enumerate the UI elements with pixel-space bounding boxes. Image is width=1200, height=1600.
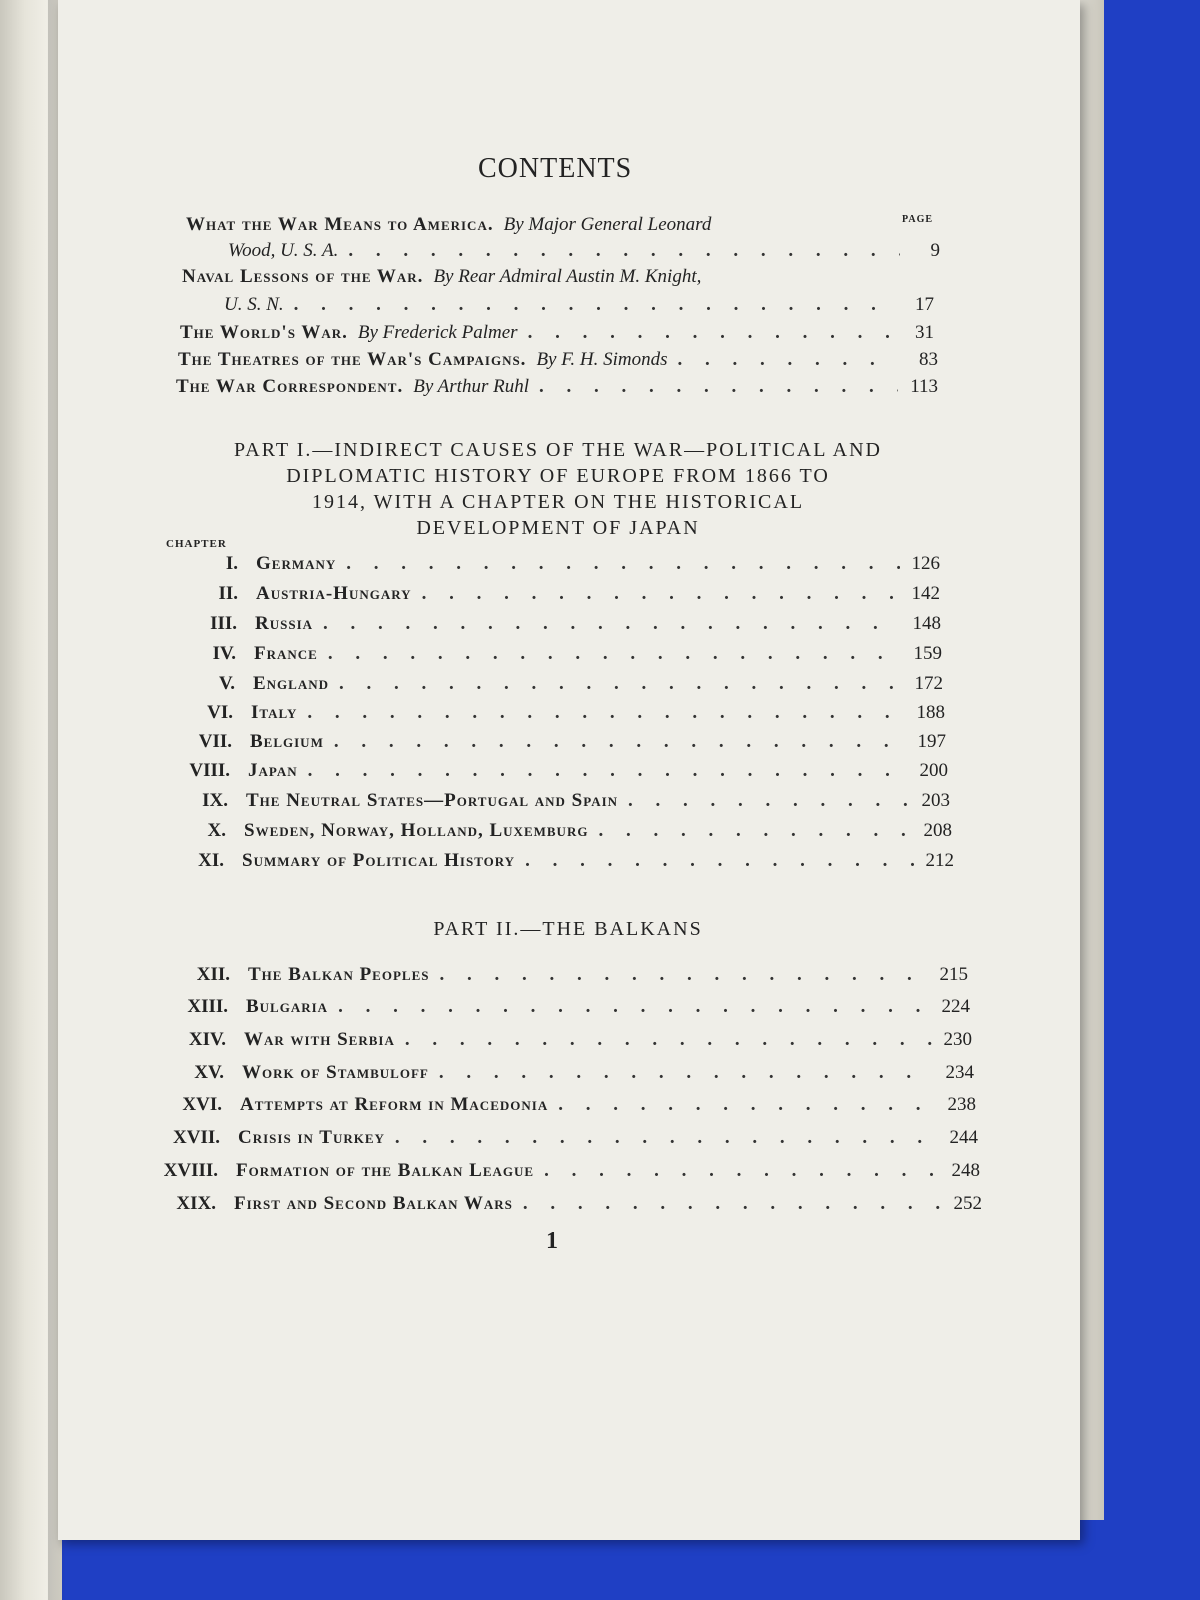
chapter-page: 212 <box>925 850 954 871</box>
chapter-row <box>158 583 940 605</box>
chapter-title: Attempts at Reform in Macedonia <box>240 1094 549 1115</box>
chapter-title: France <box>254 643 318 664</box>
chapter-number: III. <box>210 613 237 634</box>
entry-title: Naval Lessons of the War. <box>182 266 424 287</box>
entry-title: The War Correspondent. <box>176 376 404 397</box>
chapter-row <box>132 996 970 1018</box>
leader-dots <box>348 240 900 262</box>
chapter-number: II. <box>218 583 238 604</box>
chapter-number: VIII. <box>189 760 230 781</box>
entry-title: The Theatres of the War's Campaigns. <box>178 349 527 370</box>
part1-heading-line: PART I.—INDIRECT CAUSES OF THE WAR—POLITICAL AND <box>233 439 882 461</box>
leader-dots <box>439 964 928 986</box>
entry-author: By F. H. Simonds <box>536 349 668 370</box>
entry-page: 9 <box>930 240 940 261</box>
leader-dots <box>544 1160 940 1182</box>
chapter-title: War with Serbia <box>244 1029 395 1050</box>
intro-entry <box>180 322 934 344</box>
leader-dots <box>308 760 908 782</box>
contents-page <box>58 0 1080 1540</box>
chapter-page: 200 <box>919 760 948 781</box>
intro-entry-continuation <box>228 240 940 262</box>
chapter-row <box>153 702 945 724</box>
chapter-number: X. <box>207 820 226 841</box>
chapter-number: VI. <box>207 702 233 723</box>
entry-page: 83 <box>919 349 938 370</box>
chapter-title: Crisis in Turkey <box>238 1127 385 1148</box>
chapter-page: 230 <box>943 1029 972 1050</box>
entry-page: 31 <box>915 322 934 343</box>
chapter-number: V. <box>218 673 235 694</box>
leader-dots <box>598 820 912 842</box>
intro-entry <box>176 376 938 398</box>
chapter-title: Summary of Political History <box>242 850 516 871</box>
entry-title: The World's War. <box>180 322 348 343</box>
chapter-title: Russia <box>255 613 314 634</box>
chapter-row <box>122 1160 980 1182</box>
entry-author-cont: Wood, U. S. A. <box>228 240 339 261</box>
leader-dots <box>346 553 900 575</box>
chapter-row <box>144 850 954 872</box>
chapter-page: 142 <box>911 583 940 604</box>
chapter-row <box>155 673 943 695</box>
entry-author-cont: U. S. N. <box>224 294 284 315</box>
chapter-number: VII. <box>198 731 232 752</box>
page-title: CONTENTS <box>478 153 633 184</box>
entry-page: 113 <box>910 376 938 397</box>
chapter-number: XVI. <box>182 1094 222 1115</box>
leader-dots <box>338 996 930 1018</box>
chapter-page: 224 <box>941 996 970 1017</box>
leader-dots <box>395 1127 938 1149</box>
leader-dots <box>328 643 902 665</box>
chapter-page: 148 <box>912 613 941 634</box>
chapter-row <box>120 1193 982 1215</box>
leader-dots <box>294 294 894 316</box>
chapter-row <box>126 1094 976 1116</box>
intro-entry-continuation <box>224 294 934 316</box>
intro-entry <box>186 214 906 236</box>
page-column-label: PAGE <box>902 214 934 225</box>
leader-dots <box>525 850 914 872</box>
leader-dots <box>323 613 901 635</box>
part1-heading-line: 1914, WITH A CHAPTER ON THE HISTORICAL <box>311 491 805 513</box>
chapter-title: Austria-Hungary <box>256 583 412 604</box>
chapter-page: 159 <box>913 643 942 664</box>
chapter-title: The Balkan Peoples <box>248 964 430 985</box>
chapter-page: 203 <box>921 790 950 811</box>
chapter-title: First and Second Balkan Wars <box>234 1193 513 1214</box>
chapter-page: 172 <box>914 673 943 694</box>
chapter-number: XII. <box>196 964 230 985</box>
chapter-page: 197 <box>917 731 946 752</box>
part1-heading-line: DIPLOMATIC HISTORY OF EUROPE FROM 1866 TO <box>286 465 830 487</box>
leader-dots <box>539 376 898 398</box>
chapter-number: XIX. <box>176 1193 216 1214</box>
leader-dots <box>558 1094 936 1116</box>
leader-dots <box>678 349 899 371</box>
leader-dots <box>339 673 903 695</box>
intro-entry <box>182 266 942 288</box>
page-number: 1 <box>546 1228 558 1254</box>
chapter-title: Bulgaria <box>246 996 329 1017</box>
chapter-title: Germany <box>256 553 337 574</box>
chapter-number: XIII. <box>187 996 228 1017</box>
entry-page: 17 <box>915 294 934 315</box>
chapter-row <box>124 1127 978 1149</box>
entry-title: What the War Means to America. <box>186 214 494 235</box>
leader-dots <box>334 731 906 753</box>
leader-dots <box>307 702 905 724</box>
chapter-title: Work of Stambuloff <box>242 1062 429 1083</box>
chapter-number: I. <box>225 553 238 574</box>
chapter-page: 248 <box>951 1160 980 1181</box>
chapter-column-label: CHAPTER <box>166 538 227 550</box>
leader-dots <box>422 583 900 605</box>
chapter-page: 188 <box>916 702 945 723</box>
entry-author: By Frederick Palmer <box>357 322 518 343</box>
intro-entry <box>178 349 938 371</box>
leader-dots <box>528 322 894 344</box>
chapter-title: Sweden, Norway, Holland, Luxemburg <box>244 820 589 841</box>
chapter-number: XVII. <box>173 1127 220 1148</box>
chapter-row <box>156 643 942 665</box>
chapter-title: The Neutral States—Portugal and Spain <box>246 790 619 811</box>
chapter-page: 208 <box>923 820 952 841</box>
chapter-row <box>148 790 950 812</box>
chapter-page: 252 <box>953 1193 982 1214</box>
leader-dots <box>523 1193 942 1215</box>
chapter-number: XI. <box>198 850 224 871</box>
chapter-title: Japan <box>248 760 298 781</box>
chapter-row <box>158 553 940 575</box>
chapter-number: IX. <box>202 790 228 811</box>
chapter-title: England <box>253 673 330 694</box>
page-edges <box>1080 0 1104 1520</box>
chapter-page: 215 <box>939 964 968 985</box>
chapter-row <box>152 731 946 753</box>
chapter-page: 238 <box>947 1094 976 1115</box>
leader-dots <box>405 1029 932 1051</box>
part2-heading: PART II.—THE BALKANS <box>433 918 703 940</box>
leader-dots <box>439 1062 934 1084</box>
part1-heading-line: DEVELOPMENT OF JAPAN <box>416 517 700 539</box>
chapter-number: IV. <box>212 643 236 664</box>
chapter-row <box>146 820 952 842</box>
chapter-row <box>134 964 968 986</box>
entry-author: By Major General Leonard <box>503 214 712 235</box>
chapter-number: XV. <box>194 1062 224 1083</box>
chapter-title: Italy <box>251 702 298 723</box>
chapter-row <box>157 613 941 635</box>
book-page <box>58 0 1080 1540</box>
chapter-row <box>130 1029 972 1051</box>
chapter-title: Belgium <box>250 731 324 752</box>
chapter-number: XIV. <box>188 1029 226 1050</box>
chapter-number: XVIII. <box>163 1160 218 1181</box>
chapter-row <box>128 1062 974 1084</box>
leader-dots <box>628 790 910 812</box>
chapter-page: 234 <box>945 1062 974 1083</box>
chapter-page: 244 <box>949 1127 978 1148</box>
entry-author: By Rear Admiral Austin M. Knight, <box>433 266 702 287</box>
chapter-page: 126 <box>911 553 940 574</box>
part1-heading <box>168 437 948 541</box>
chapter-row <box>150 760 948 782</box>
entry-author: By Arthur Ruhl <box>413 376 529 397</box>
chapter-title: Formation of the Balkan League <box>236 1160 535 1181</box>
